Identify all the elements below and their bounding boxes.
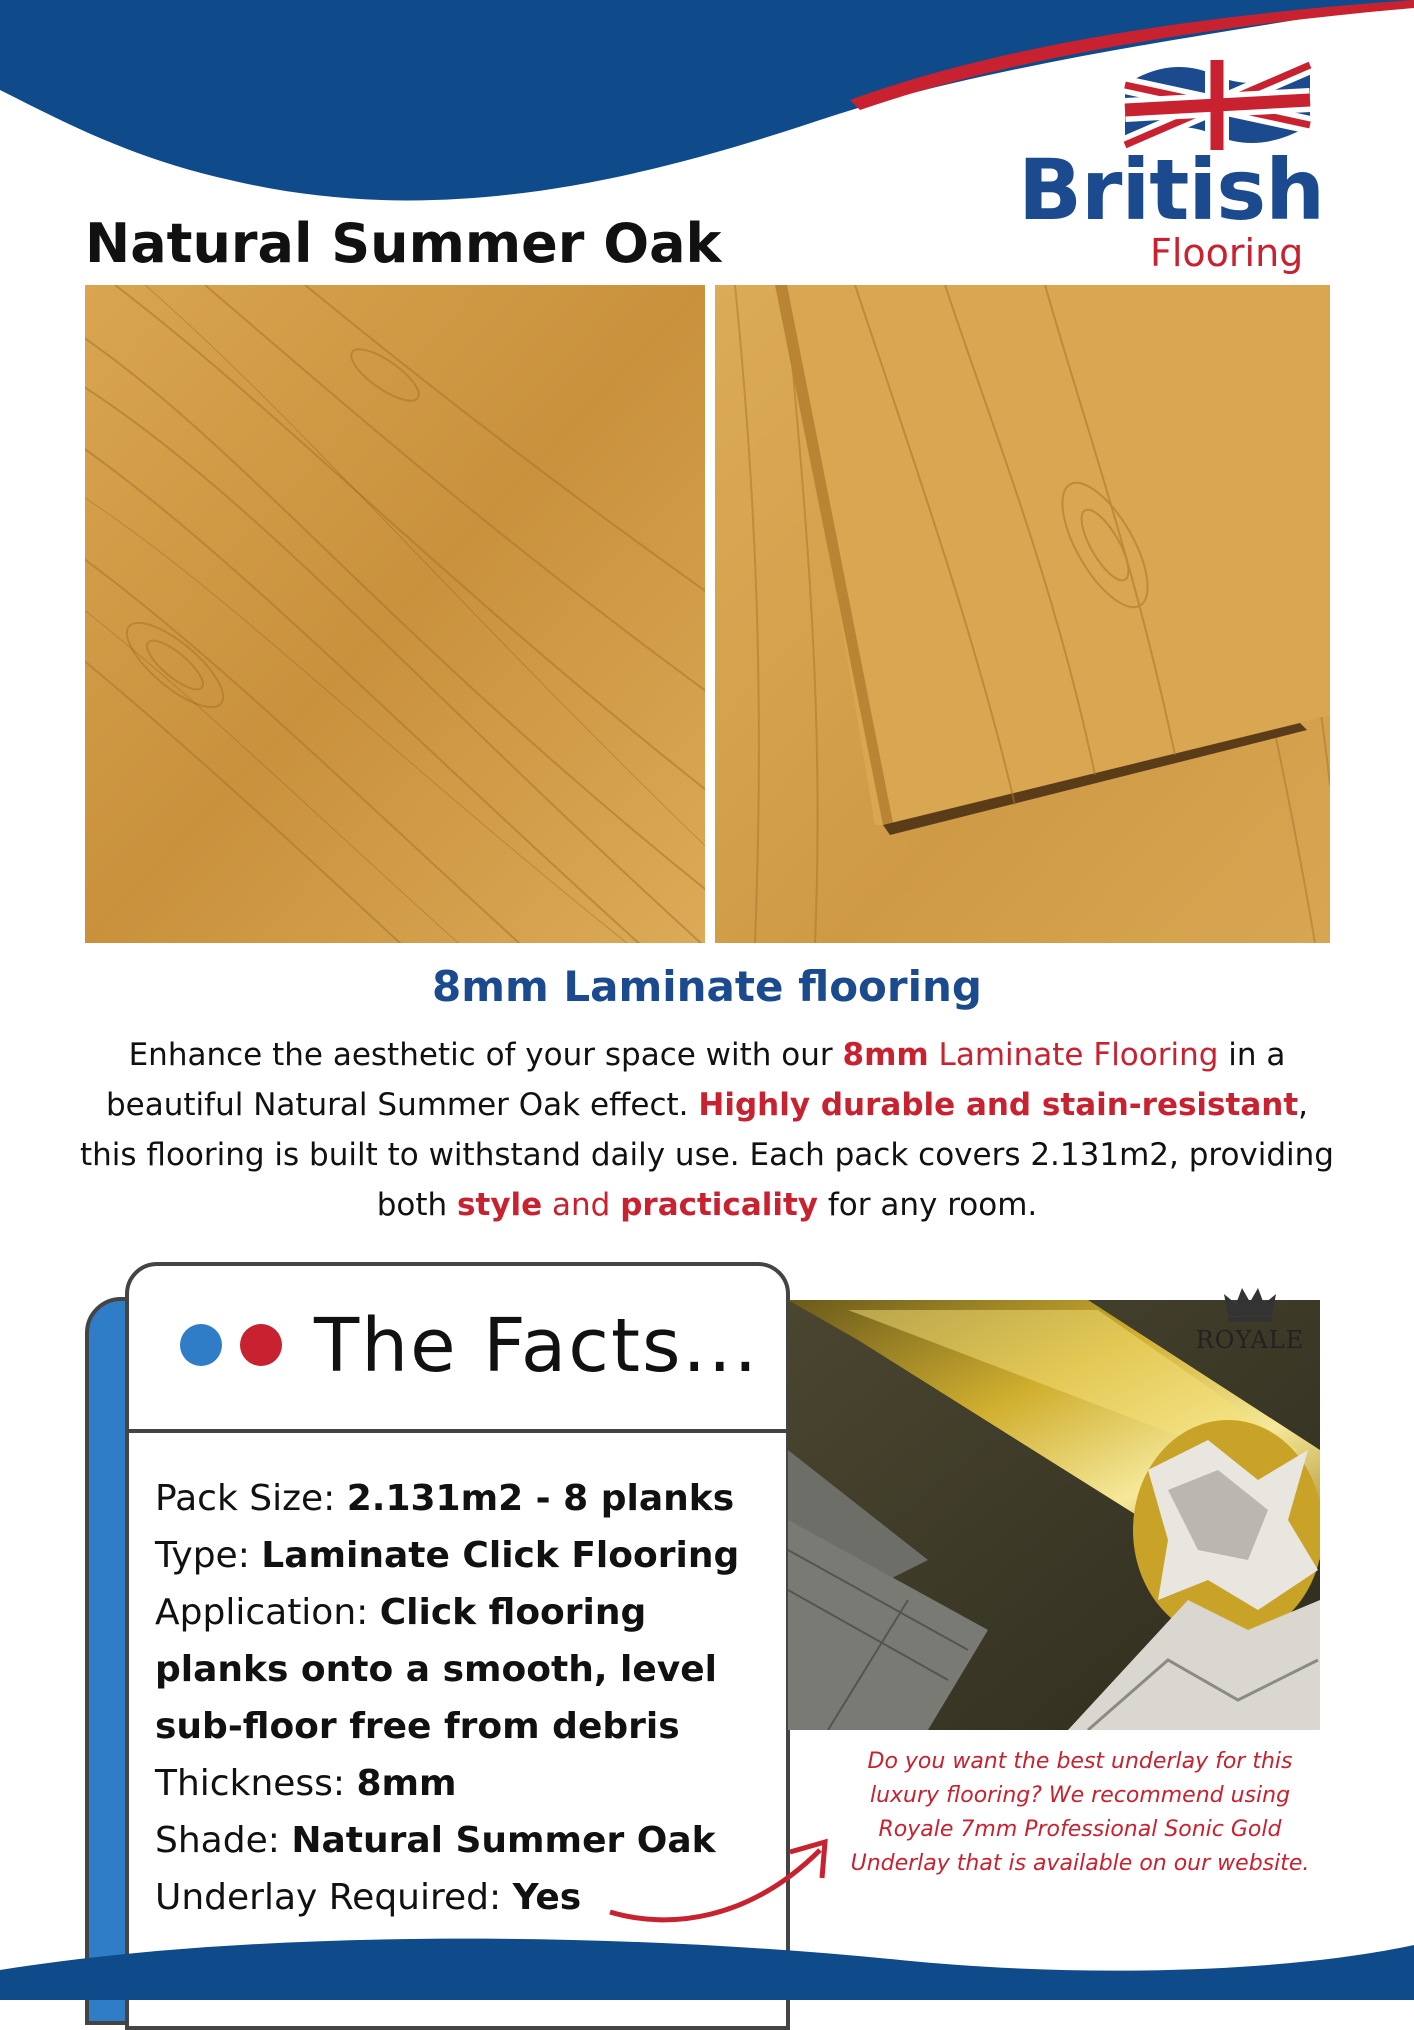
fact-shade: Shade: Natural Summer Oak [155, 1820, 716, 1861]
fact-pack-size: Pack Size: 2.131m2 - 8 planks [155, 1478, 735, 1519]
royale-logo [1180, 1280, 1320, 1360]
product-title: Natural Summer Oak [85, 212, 722, 275]
subheading: 8mm Laminate flooring [432, 962, 982, 1011]
fact-thickness: Thickness: 8mm [155, 1763, 457, 1804]
red-dot-icon [240, 1324, 282, 1366]
facts-divider [129, 1429, 786, 1433]
wood-texture-photo-left [85, 285, 705, 943]
underlay-recommendation: Do you want the best underlay for this luxury flooring? We recommend using Royale 7mm Professional Sonic Gold Underlay that is available on our website. [850, 1749, 1310, 1876]
wood-plank-photo-right [715, 285, 1330, 943]
product-description: Enhance the aesthetic of your space with our 8mm Laminate Flooring in a beautiful Natural Summer Oak effect. Highly durable and stain-resistant, this flooring is built to withstand daily use. Each pack covers 2.131m2, providing both style and practicality for any room. [80, 1037, 1334, 1223]
logo-british-text: British [1018, 141, 1324, 239]
arrow-icon [600, 1820, 840, 1930]
crown-icon [1180, 1280, 1320, 1324]
fact-application: Application: Click flooring planks onto a smooth, level sub-floor free from debris [155, 1592, 718, 1747]
union-jack-icon [1010, 55, 1320, 150]
footer-wave [0, 1930, 1414, 2000]
british-flooring-logo [1010, 55, 1324, 285]
facts-heading: The Facts... [314, 1303, 760, 1389]
royale-text: ROYALE [1195, 1326, 1305, 1354]
blue-dot-icon [180, 1324, 222, 1366]
fact-type: Type: Laminate Click Flooring [155, 1535, 740, 1576]
logo-flooring-text: Flooring [1150, 231, 1304, 275]
underlay-roll-photo [788, 1300, 1320, 1730]
fact-underlay-required: Underlay Required: Yes [155, 1877, 582, 1918]
